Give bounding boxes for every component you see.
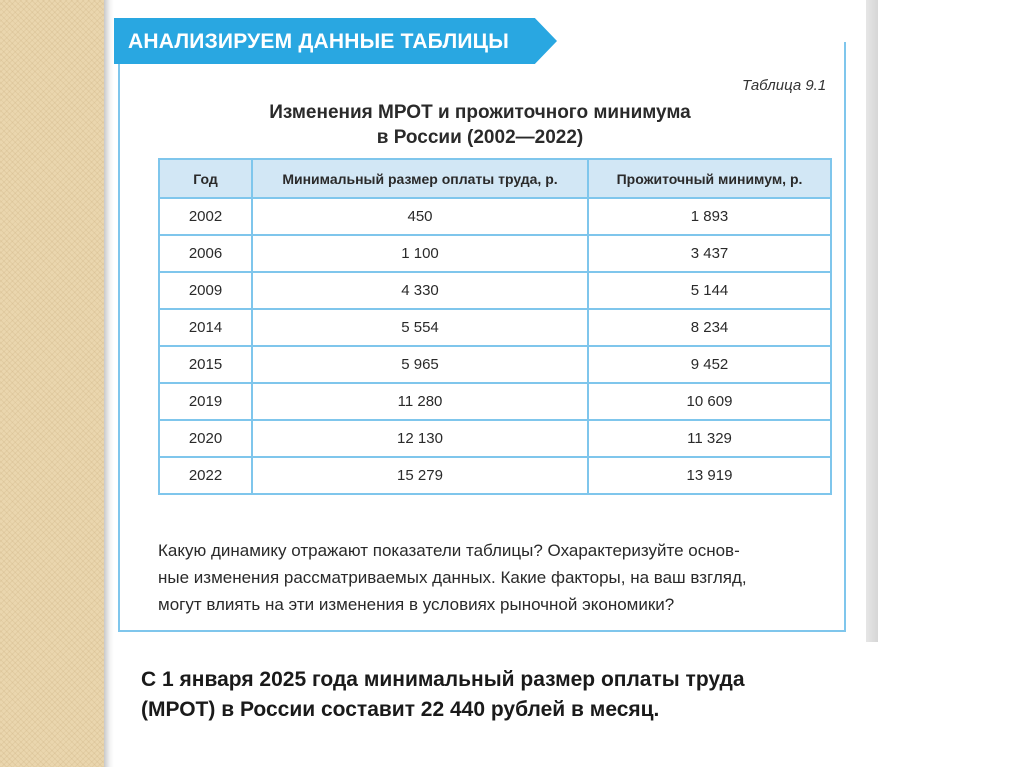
cell-mrot: 5 965 (252, 346, 588, 383)
cell-year: 2015 (159, 346, 252, 383)
cell-mrot: 450 (252, 198, 588, 235)
data-table (158, 158, 832, 495)
left-decorative-strip (0, 0, 104, 767)
cell-subsistence: 10 609 (588, 383, 831, 420)
cell-year: 2006 (159, 235, 252, 272)
cell-mrot: 12 130 (252, 420, 588, 457)
cell-year: 2014 (159, 309, 252, 346)
header-year: Год (159, 159, 252, 198)
table-row (159, 457, 831, 494)
table-row (159, 235, 831, 272)
cell-year: 2022 (159, 457, 252, 494)
table-title-line2: в России (2002—2022) (376, 127, 584, 148)
cell-subsistence: 3 437 (588, 235, 831, 272)
cell-year: 2002 (159, 198, 252, 235)
page-edge (866, 0, 878, 642)
cell-mrot: 11 280 (252, 383, 588, 420)
footer-note (141, 665, 901, 725)
table-row (159, 309, 831, 346)
cell-subsistence: 8 234 (588, 309, 831, 346)
cell-year: 2020 (159, 420, 252, 457)
table-number: Таблица 9.1 (742, 77, 827, 94)
table-row (159, 346, 831, 383)
question-line1: Какую динамику отражают показатели таблицы? Охарактеризуйте основ- (158, 541, 740, 560)
question-text (158, 537, 838, 618)
table-title-line1: Изменения МРОТ и прожиточного минимума (269, 102, 691, 123)
cell-subsistence: 5 144 (588, 272, 831, 309)
table-row (159, 198, 831, 235)
left-strip-shadow (104, 0, 114, 767)
section-banner-title: АНАЛИЗИРУЕМ ДАННЫЕ ТАБЛИЦЫ (128, 30, 509, 53)
cell-mrot: 1 100 (252, 235, 588, 272)
footer-note-line2: (МРОТ) в России составит 22 440 рублей в месяц. (141, 698, 660, 721)
cell-subsistence: 11 329 (588, 420, 831, 457)
cell-year: 2019 (159, 383, 252, 420)
cell-mrot: 4 330 (252, 272, 588, 309)
table-row (159, 383, 831, 420)
table-row (159, 420, 831, 457)
question-line3: могут влиять на эти изменения в условиях рыночной экономики? (158, 595, 675, 614)
cell-subsistence: 13 919 (588, 457, 831, 494)
cell-subsistence: 9 452 (588, 346, 831, 383)
cell-subsistence: 1 893 (588, 198, 831, 235)
cell-year: 2009 (159, 272, 252, 309)
table-header-row (159, 159, 831, 198)
footer-note-line1: С 1 января 2025 года минимальный размер оплаты труда (141, 668, 745, 691)
table-row (159, 272, 831, 309)
cell-mrot: 5 554 (252, 309, 588, 346)
question-line2: ные изменения рассматриваемых данных. Какие факторы, на ваш взгляд, (158, 568, 747, 587)
cell-mrot: 15 279 (252, 457, 588, 494)
header-subsistence: Прожиточный минимум, р. (588, 159, 831, 198)
table-title (180, 100, 780, 150)
header-mrot: Минимальный размер оплаты труда, р. (252, 159, 588, 198)
